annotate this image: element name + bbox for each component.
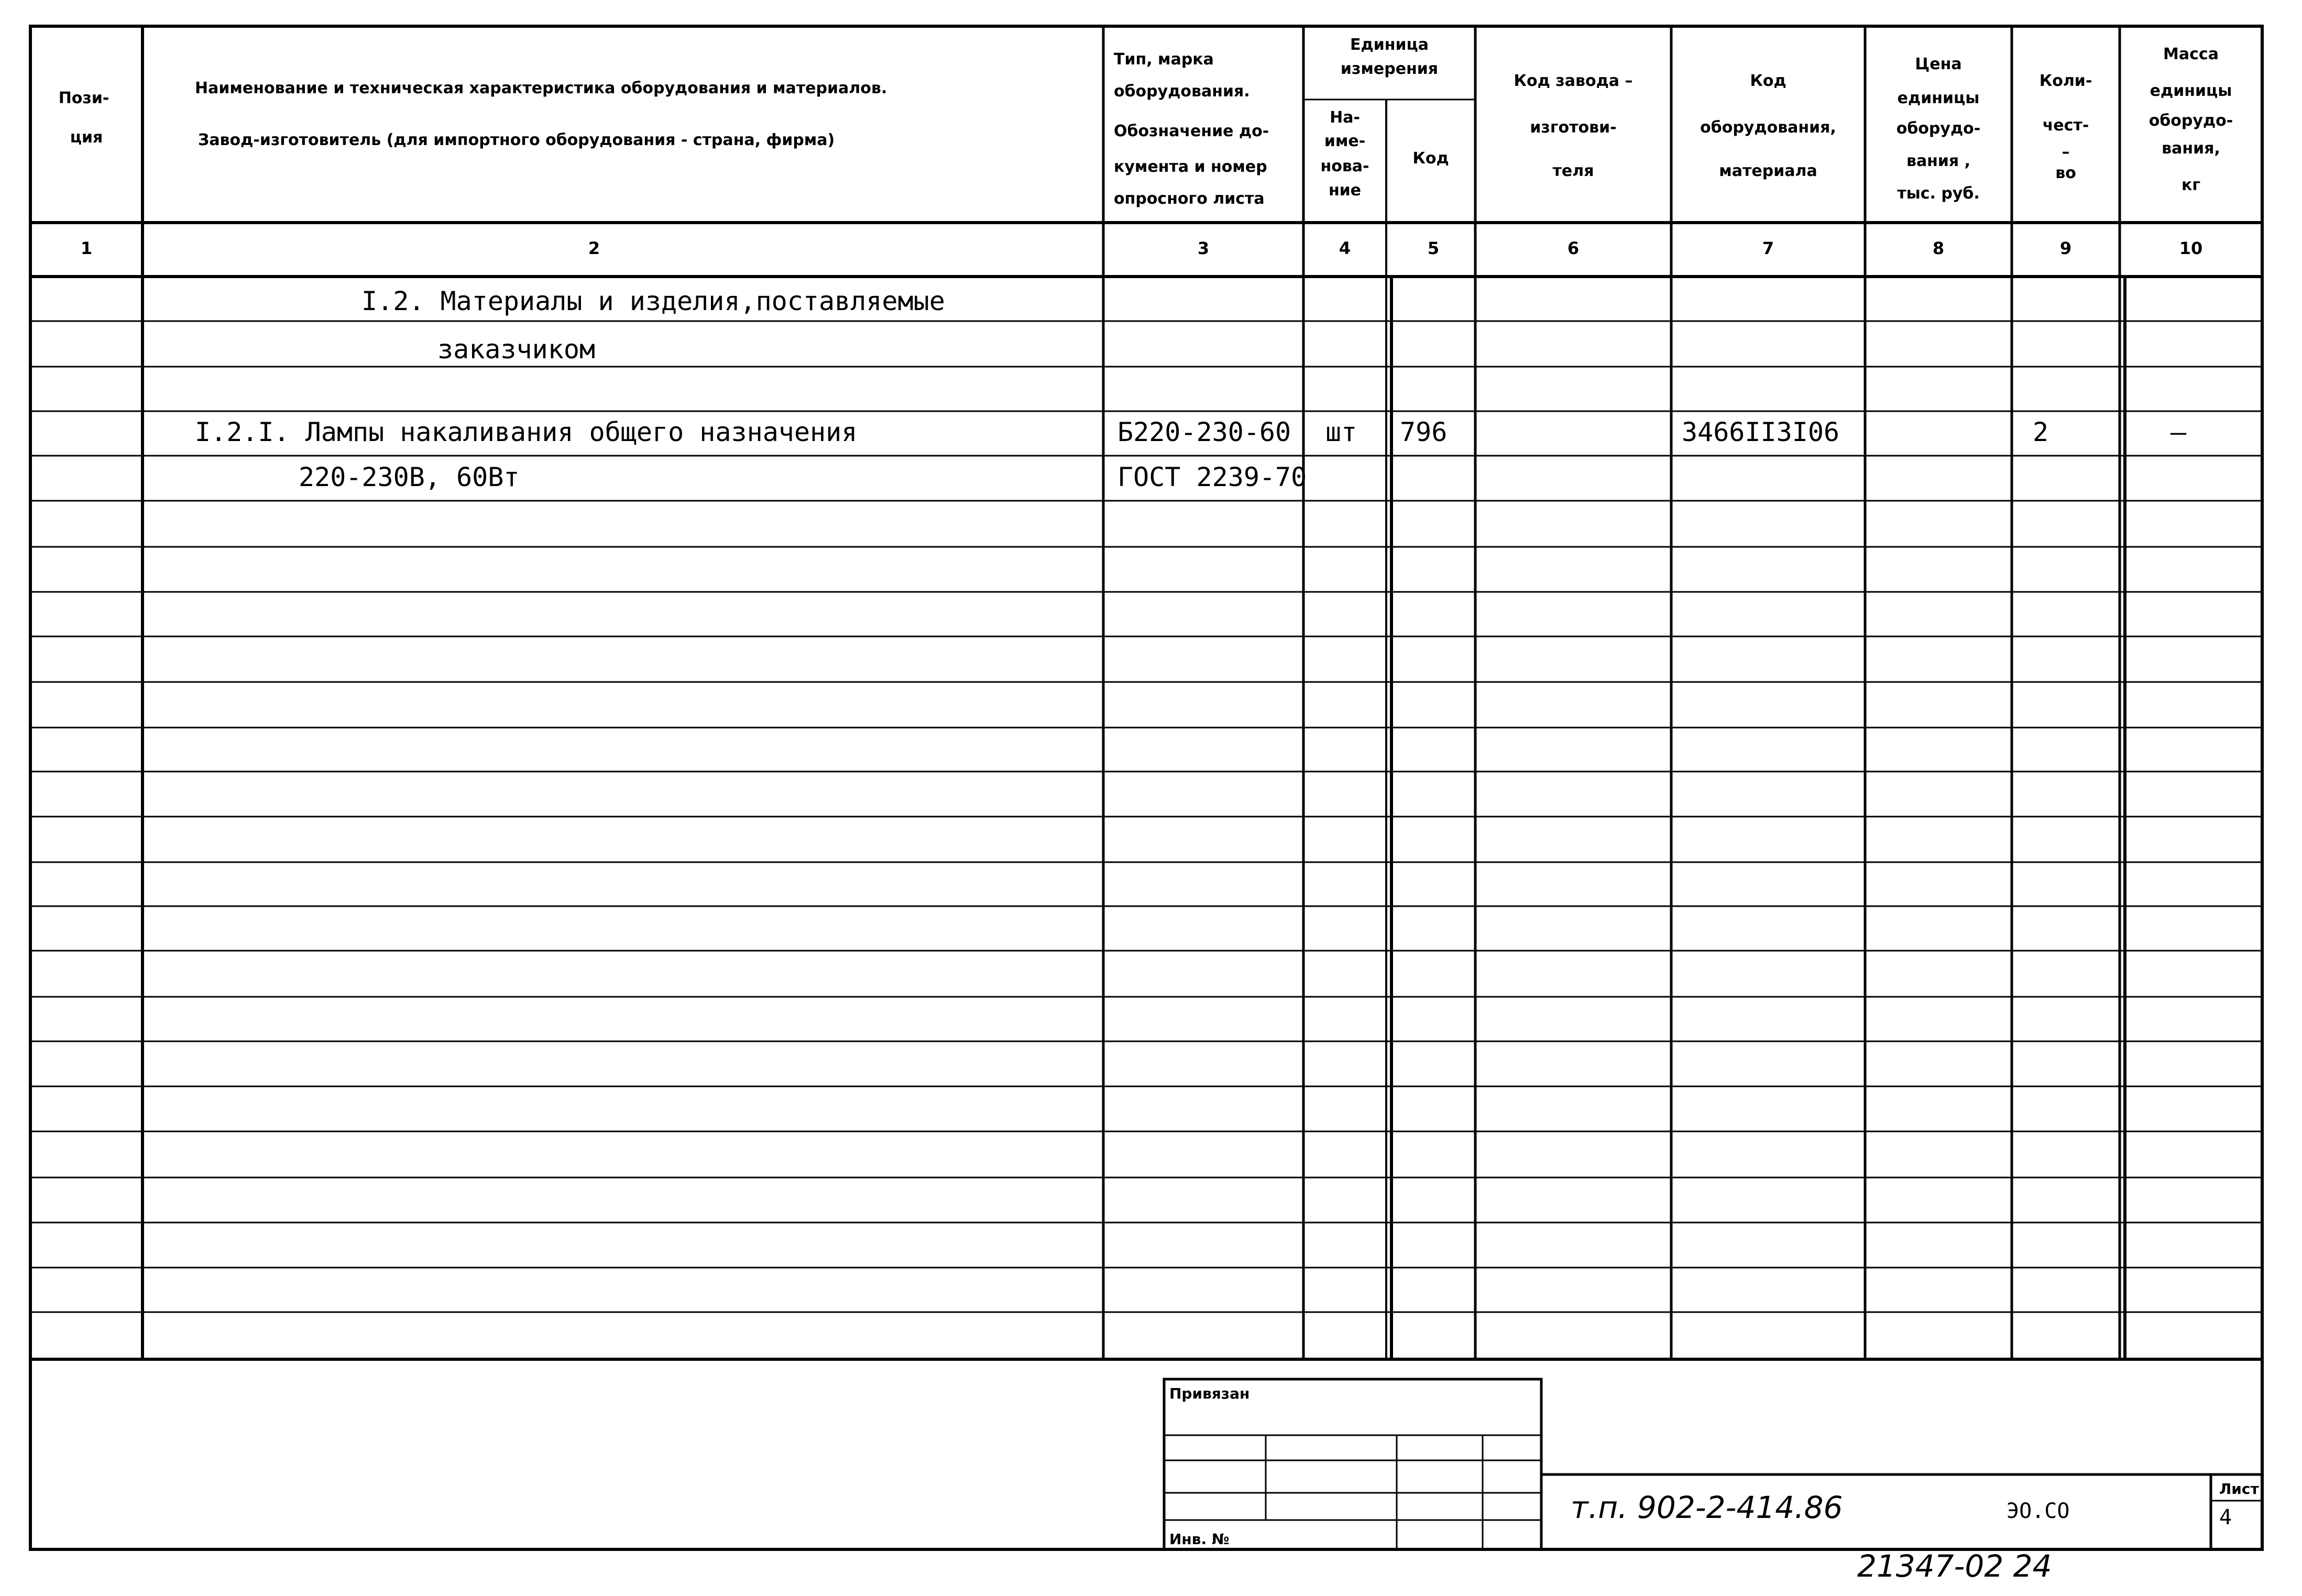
stamp-sheet-label: Лист <box>2219 1480 2259 1498</box>
col3-header-line2: оборудования. <box>1114 82 1250 101</box>
col6-header-line1: Код завода – <box>1514 72 1633 90</box>
col9-header-line2: чест- <box>2042 116 2089 135</box>
table-row <box>195 417 2187 447</box>
col3-header-line4: кумента и номер <box>1114 158 1267 176</box>
col10-header-line2: единицы <box>2150 82 2232 100</box>
col5-header: Код <box>1412 149 1449 168</box>
item-quantity: 2 <box>2033 417 2049 447</box>
column-number-row <box>81 238 2202 258</box>
col9-header-line4: во <box>2055 164 2076 182</box>
col9-header-line3: – <box>2062 143 2070 161</box>
stamp-document-mark: ЭО.СО <box>2007 1499 2070 1523</box>
footer-handwritten-number: 21347-02 24 <box>1857 1548 2052 1584</box>
table-row <box>437 334 595 365</box>
table-row <box>361 286 945 316</box>
col3-header-line5: опросного листа <box>1114 190 1265 208</box>
col10-header-line1: Масса <box>2163 45 2219 63</box>
col4-header-line4: ние <box>1328 181 1362 200</box>
stamp-attached-label: Привязан <box>1169 1385 1250 1402</box>
col3-header-line3: Обозначение до- <box>1114 122 1269 140</box>
col8-header-line1: Цена <box>1915 55 1962 73</box>
col8-header-line3: оборудо- <box>1896 119 1981 138</box>
column-number: 3 <box>1197 238 1210 258</box>
item-unit: шт <box>1325 417 1357 447</box>
col4-header-line3: нова- <box>1320 157 1369 175</box>
column-number: 7 <box>1762 238 1774 258</box>
item-unit-code: 796 <box>1400 417 1448 447</box>
item-name: I.2.I. Лампы накаливания общего назначения <box>195 417 858 447</box>
col10-header-line4: вания, <box>2162 139 2220 158</box>
col10-header-line3: оборудо- <box>2148 112 2233 130</box>
col6-header-line3: теля <box>1552 162 1594 180</box>
stamp-inventory-label: Инв. № <box>1169 1531 1230 1548</box>
col2-header-line2: Завод-изготовитель (для импортного оборудования - страна, фирма) <box>198 131 835 149</box>
col3-header-line1: Тип, марка <box>1114 50 1214 69</box>
col2-header-line1: Наименование и техническая характеристика оборудования и материалов. <box>195 79 887 97</box>
col4-header-line2: име- <box>1324 132 1366 150</box>
table-body <box>195 286 2187 492</box>
col8-header-line4: вания , <box>1906 152 1971 170</box>
col7-header-line1: Код <box>1750 72 1786 90</box>
col7-header-line3: материала <box>1719 162 1817 180</box>
col4-header-line1: На- <box>1330 108 1360 127</box>
col10-header-line5: кг <box>2181 176 2201 194</box>
col7-header-line2: оборудования, <box>1700 118 1836 137</box>
column-number: 9 <box>2059 238 2072 258</box>
column-number: 4 <box>1339 238 1351 258</box>
item-name: 220-230В, 60Вт <box>299 462 520 492</box>
col45-header-line1: Единица <box>1350 36 1429 54</box>
column-number: 6 <box>1567 238 1580 258</box>
item-name: заказчиком <box>437 334 596 365</box>
col1-header-line2: ция <box>70 128 103 147</box>
column-number: 2 <box>588 238 600 258</box>
col8-header-line2: единицы <box>1897 89 1980 107</box>
title-block-text <box>1169 1385 2259 1548</box>
table-frame <box>30 26 2262 1549</box>
column-number: 5 <box>1427 238 1440 258</box>
column-number: 1 <box>80 238 93 258</box>
stamp-document-number: т.п. 902-2-414.86 <box>1571 1490 1843 1525</box>
header-area <box>59 36 2233 208</box>
item-mass: – <box>2171 417 2187 447</box>
column-number: 10 <box>2179 238 2203 258</box>
col9-header-line1: Коли- <box>2039 72 2092 90</box>
column-number: 8 <box>1932 238 1945 258</box>
table-row <box>299 462 1307 492</box>
col1-header-line1: Пози- <box>58 89 109 107</box>
col6-header-line2: изготови- <box>1530 118 1617 137</box>
col8-header-line5: тыс. руб. <box>1897 184 1980 203</box>
item-equipment-code: 3466II3I06 <box>1682 417 1840 447</box>
item-type: ГОСТ 2239-70 <box>1117 462 1307 492</box>
item-type: Б220-230-60 <box>1117 417 1291 447</box>
item-name: I.2. Материалы и изделия,поставляемые <box>361 286 945 316</box>
col45-header-line2: измерения <box>1340 60 1439 78</box>
stamp-sheet-number: 4 <box>2219 1505 2232 1529</box>
